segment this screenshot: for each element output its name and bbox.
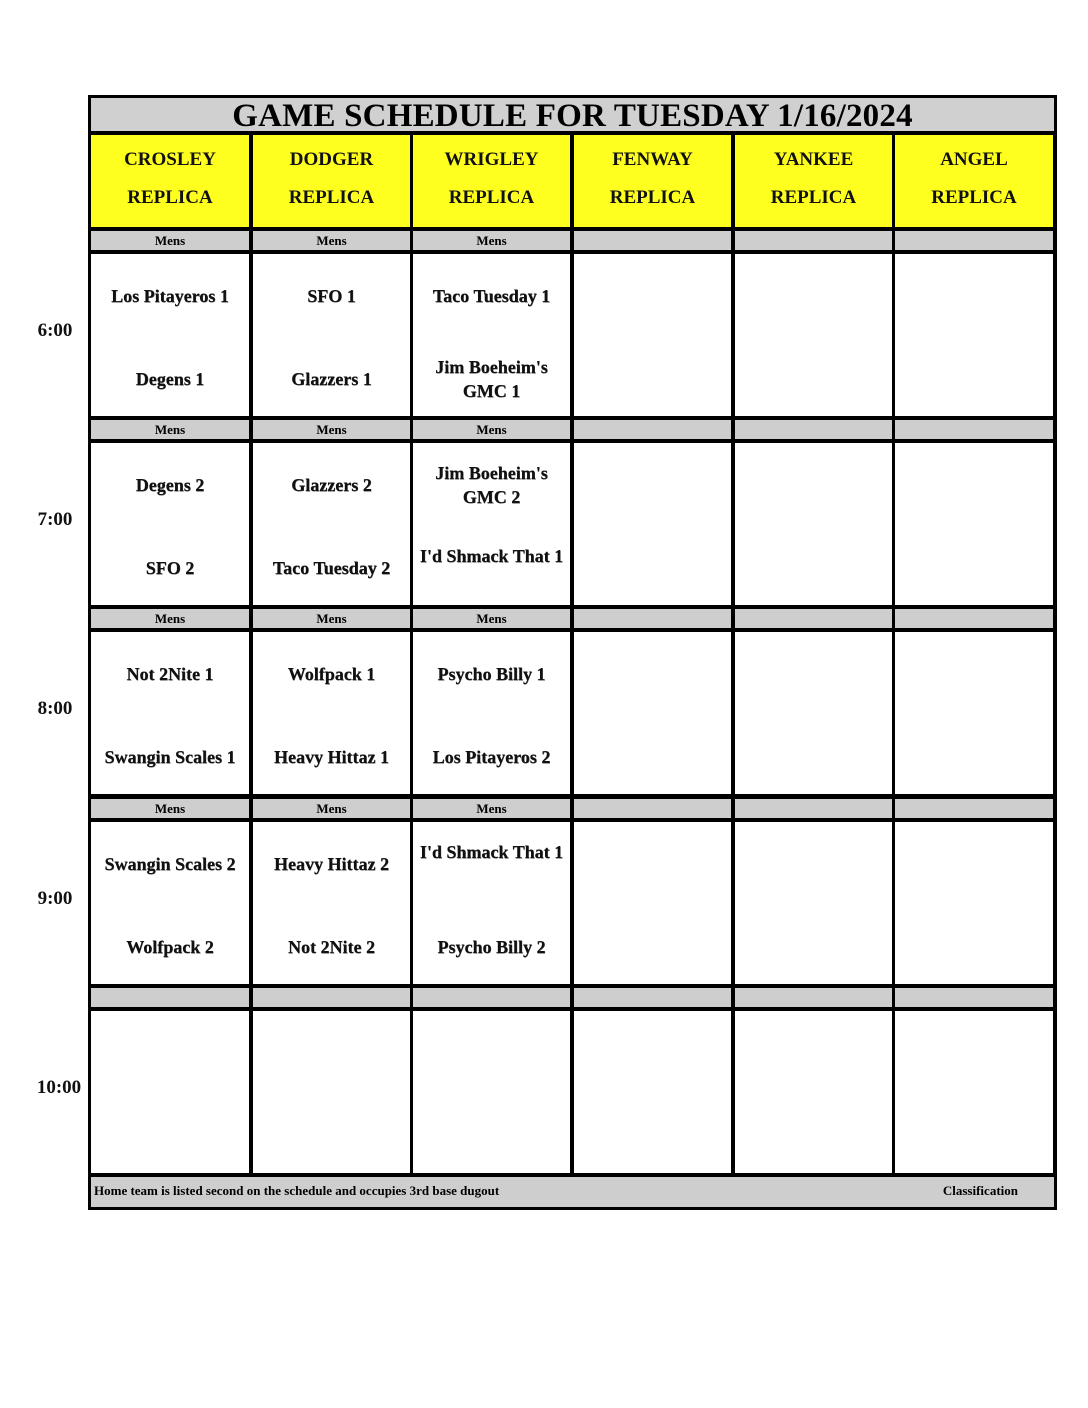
division-label: Mens [413, 609, 570, 628]
game-cell [735, 1011, 892, 1173]
division-label [895, 988, 1053, 1007]
field-header-crosley [91, 135, 249, 227]
game-cell [253, 822, 410, 984]
division-label [735, 231, 892, 250]
game-cell [91, 1011, 249, 1173]
game-cell [91, 822, 249, 984]
division-label: Mens [413, 420, 570, 439]
field-header-yankee [735, 135, 892, 227]
away-team: Not 2Nite 1 [126, 664, 214, 684]
division-label: Mens [413, 799, 570, 818]
game-cell [91, 254, 249, 416]
game-cell [253, 632, 410, 794]
division-label [574, 420, 731, 439]
away-team: Taco Tuesday 1 [432, 286, 551, 306]
field-subtitle: REPLICA [609, 187, 696, 208]
away-team: Jim Boeheim's GMC 2 [435, 463, 548, 507]
away-team: Swangin Scales 2 [104, 854, 236, 874]
away-team: I'd Shmack That 1 [419, 842, 564, 862]
division-label: Mens [253, 231, 410, 250]
field-subtitle: REPLICA [770, 187, 857, 208]
field-subtitle: REPLICA [288, 187, 375, 208]
field-subtitle: REPLICA [931, 187, 1017, 208]
division-label [574, 799, 731, 818]
home-team: Psycho Billy 2 [437, 937, 546, 957]
division-label [895, 609, 1053, 628]
field-header-wrigley [413, 135, 570, 227]
field-name: YANKEE [773, 149, 854, 170]
division-label [574, 231, 731, 250]
field-subtitle: REPLICA [448, 187, 535, 208]
time-label: 6:00 [37, 320, 73, 341]
classification-label: Classification [942, 1183, 1018, 1198]
away-team: Wolfpack 1 [287, 664, 376, 684]
footer-bar [91, 1177, 1054, 1207]
home-team: Taco Tuesday 2 [272, 558, 391, 578]
division-label: Mens [91, 231, 249, 250]
away-team: SFO 1 [307, 286, 356, 306]
division-label [895, 231, 1053, 250]
away-team: Heavy Hittaz 2 [274, 854, 389, 874]
away-team: Los Pitayeros 1 [111, 286, 229, 306]
game-cell [574, 443, 731, 605]
game-cell [253, 1011, 410, 1173]
home-team: Jim Boeheim's GMC 1 [435, 357, 548, 401]
time-label: 8:00 [37, 698, 73, 719]
field-name: CROSLEY [124, 149, 216, 170]
game-cell [895, 1011, 1053, 1173]
game-cell [413, 443, 570, 605]
game-cell [574, 254, 731, 416]
game-cell [413, 254, 570, 416]
home-team: Glazzers 1 [291, 369, 372, 389]
division-label [735, 988, 892, 1007]
game-cell [253, 443, 410, 605]
division-label [413, 988, 570, 1007]
schedule-table [88, 95, 1057, 1210]
away-team: Glazzers 2 [291, 475, 372, 495]
home-team: Heavy Hittaz 1 [274, 747, 389, 767]
away-team: Degens 2 [135, 475, 205, 495]
time-label: 10:00 [36, 1077, 82, 1098]
page-title: GAME SCHEDULE FOR TUESDAY 1/16/2024 [91, 98, 1054, 131]
division-label: Mens [253, 609, 410, 628]
division-label: Mens [91, 609, 249, 628]
home-team: SFO 2 [145, 558, 195, 578]
home-team: Los Pitayeros 2 [432, 747, 551, 767]
game-cell [574, 1011, 731, 1173]
division-label [895, 799, 1053, 818]
game-cell [735, 443, 892, 605]
field-name: ANGEL [940, 149, 1008, 170]
home-team: Not 2Nite 2 [288, 937, 375, 957]
game-cell [413, 632, 570, 794]
game-cell [895, 822, 1053, 984]
division-label [91, 988, 249, 1007]
game-cell [253, 254, 410, 416]
division-label: Mens [253, 799, 410, 818]
division-label [735, 609, 892, 628]
home-team: I'd Shmack That 1 [419, 546, 564, 566]
away-team: Psycho Billy 1 [437, 664, 546, 684]
game-cell [895, 254, 1053, 416]
field-name: FENWAY [612, 149, 693, 170]
home-team: Swangin Scales 1 [104, 747, 236, 767]
division-label [253, 988, 410, 1007]
time-label: 9:00 [37, 888, 73, 909]
division-label: Mens [253, 420, 410, 439]
division-label: Mens [413, 231, 570, 250]
division-label: Mens [91, 799, 249, 818]
game-cell [91, 443, 249, 605]
division-label [735, 799, 892, 818]
division-label [574, 609, 731, 628]
field-header-dodger [253, 135, 410, 227]
division-label [735, 420, 892, 439]
division-label [895, 420, 1053, 439]
division-label: Mens [91, 420, 249, 439]
home-team: Degens 1 [135, 369, 205, 389]
field-header-fenway [574, 135, 731, 227]
game-cell [735, 254, 892, 416]
game-cell [895, 632, 1053, 794]
field-header-angel [895, 135, 1053, 227]
field-name: WRIGLEY [444, 149, 539, 170]
home-team: Wolfpack 2 [126, 937, 214, 957]
game-cell [735, 632, 892, 794]
game-cell [574, 632, 731, 794]
field-name: DODGER [289, 149, 374, 170]
time-label: 7:00 [37, 509, 73, 530]
home-team-note: Home team is listed second on the schedule and occupies 3rd base dugout [94, 1183, 500, 1198]
game-cell [574, 822, 731, 984]
game-cell [413, 1011, 570, 1173]
game-cell [413, 822, 570, 984]
division-label [574, 988, 731, 1007]
game-cell [895, 443, 1053, 605]
game-cell [735, 822, 892, 984]
field-subtitle: REPLICA [127, 187, 213, 208]
game-cell [91, 632, 249, 794]
